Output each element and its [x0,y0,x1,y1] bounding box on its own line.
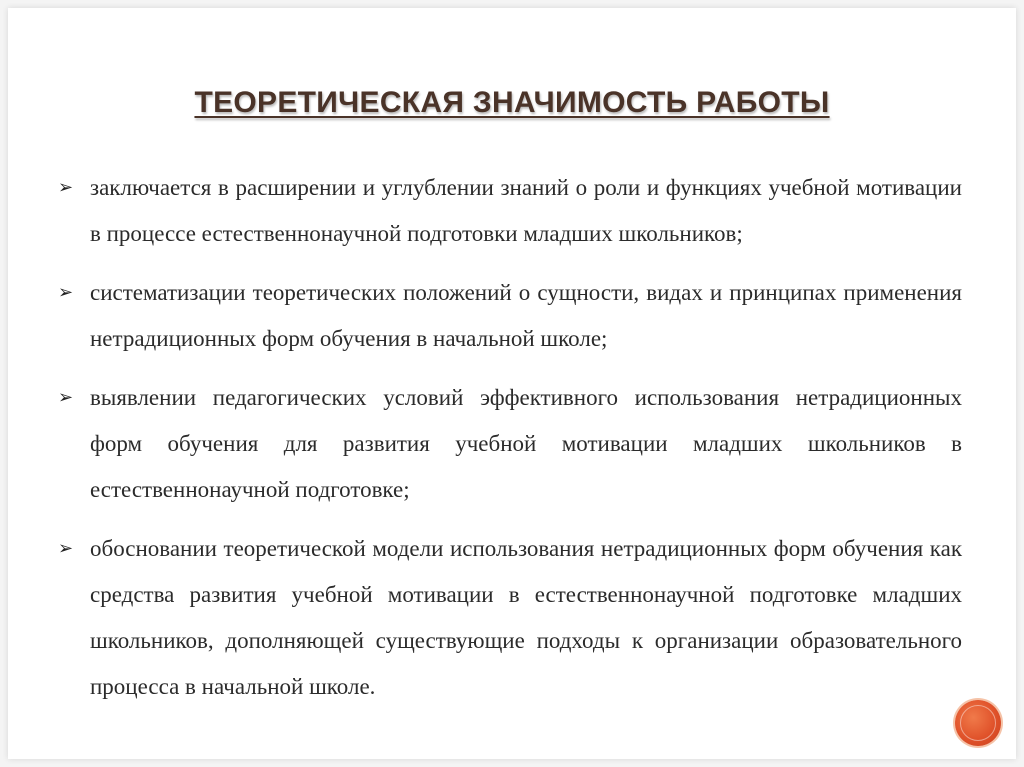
list-item-text: заключается в расширении и углублении знаний о роли и функциях учебной мотивации в процессе естественнонаучной подготовки младших школьников; [90,175,962,246]
list-item-text: систематизации теоретических положений о сущности, видах и принципах применения нетрадиционных форм обучения в начальной школе; [90,280,962,351]
circle-ring [960,705,996,741]
bullet-list [58,165,962,723]
arrow-bullet-icon: ➢ [58,387,74,408]
arrow-bullet-icon: ➢ [58,177,74,198]
list-item-text: обосновании теоретической модели использования нетрадиционных форм обучения как средства развития учебной мотивации в естественнонаучной подготовке младших школьников, дополняющей существующие подходы к организации образовательного процесса в начальной школе. [90,536,962,699]
list-item [58,165,962,257]
list-item [58,526,962,710]
list-item [58,375,962,513]
slide-title: ТЕОРЕТИЧЕСКАЯ ЗНАЧИМОСТЬ РАБОТЫ [194,86,830,119]
arrow-bullet-icon: ➢ [58,282,74,303]
arrow-bullet-icon: ➢ [58,538,74,559]
list-item-text: выявлении педагогических условий эффективного использования нетрадиционных форм обучения для развития учебной мотивации младших школьников в естественнонаучной подготовке; [90,385,962,502]
decorative-circle-icon [955,700,1001,746]
list-item [58,270,962,362]
